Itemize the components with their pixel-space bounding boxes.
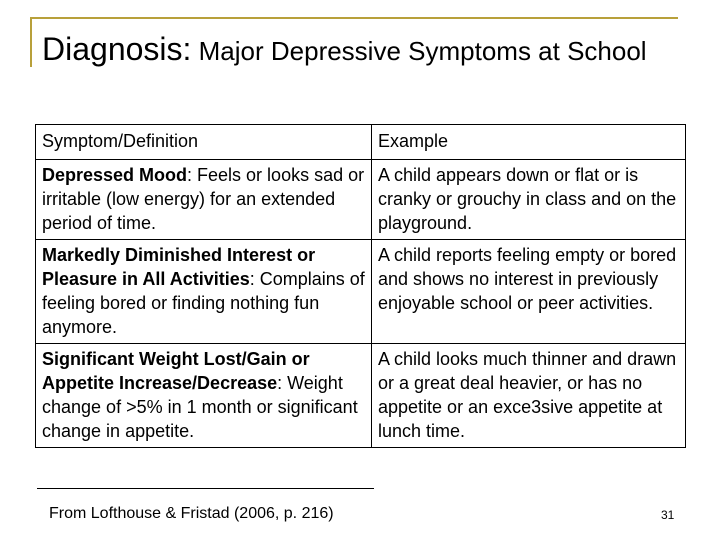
- table-row: [36, 240, 686, 344]
- table-header-row: [36, 125, 686, 160]
- title-word-diagnosis: Diagnosis:: [42, 31, 192, 67]
- title-rule-horizontal: [30, 17, 678, 19]
- example-cell: A child reports feeling empty or bored and shows no interest in previously enjoyable school or peer activities.: [372, 240, 686, 344]
- symptom-cell: [36, 344, 372, 448]
- page-number: 31: [661, 508, 675, 522]
- source-citation: From Lofthouse & Fristad (2006, p. 216): [49, 505, 334, 522]
- symptom-cell: [36, 160, 372, 240]
- table-row: [36, 344, 686, 448]
- example-cell: A child appears down or flat or is cranky or grouchy in class and on the playground.: [372, 160, 686, 240]
- symptom-definition: : Complains of feeling bored or finding nothing fun anymore.: [42, 269, 365, 337]
- title-rest: Major Depressive Symptoms at School: [191, 36, 647, 66]
- example-cell: A child looks much thinner and drawn or a great deal heavier, or has no appetite or an exce3sive appetite at lunch time.: [372, 344, 686, 448]
- symptoms-table: [35, 124, 686, 448]
- page-title: [42, 30, 692, 70]
- symptom-definition: : Feels or looks sad or irritable (low energy) for an extended period of time.: [42, 165, 365, 233]
- table-row: [36, 160, 686, 240]
- symptom-term: Depressed Mood: [42, 165, 188, 185]
- header-example: Example: [372, 125, 686, 160]
- symptom-term: Markedly Diminished Interest or Pleasure in All Activities: [42, 245, 316, 289]
- header-symptom-definition: Symptom/Definition: [36, 125, 372, 160]
- symptom-cell: [36, 240, 372, 344]
- title-rule-vertical: [30, 17, 32, 67]
- symptom-term: Significant Weight Lost/Gain or Appetite Increase/Decrease: [42, 349, 310, 393]
- symptom-definition: : Weight change of >5% in 1 month or significant change in appetite.: [42, 373, 358, 441]
